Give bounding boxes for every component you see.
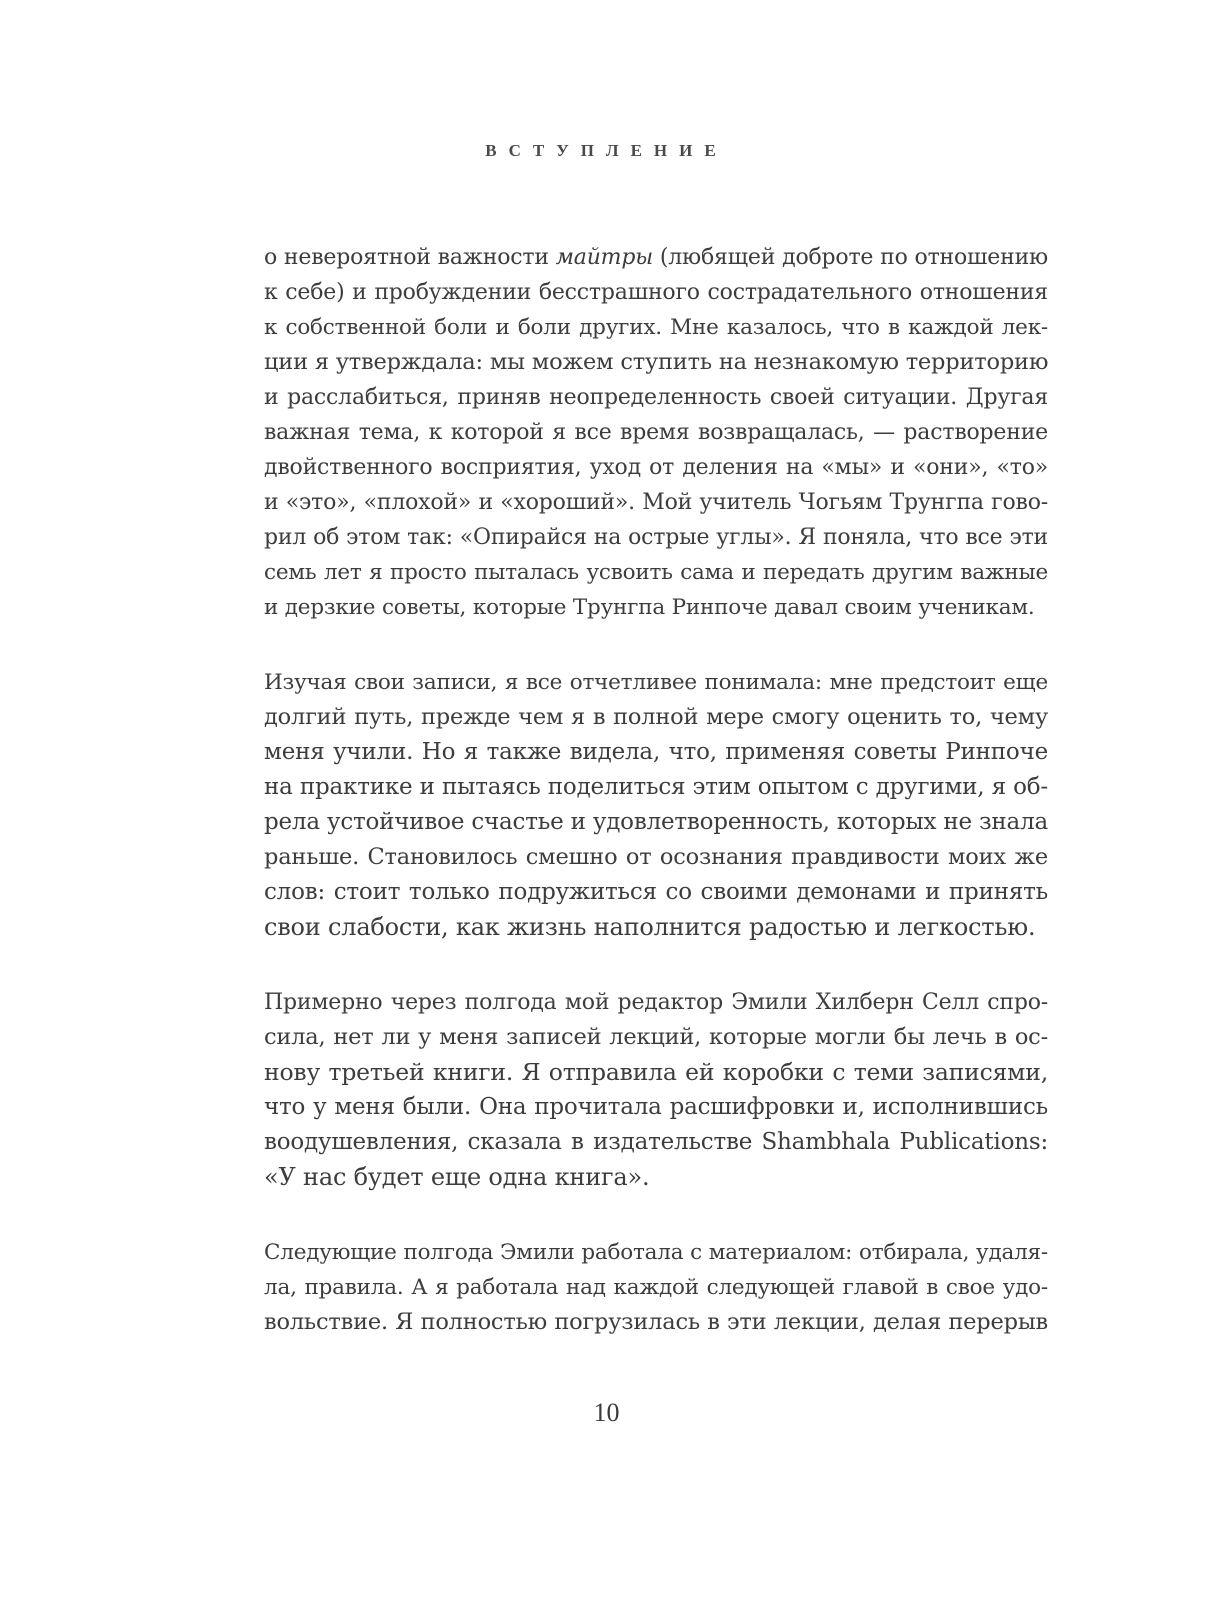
text-line: Примерно через полгода мой редактор Эмили Хилберн Селл спро- [264,990,1048,1015]
text-line: на практике и пытаясь поделиться этим опытом с другими, я об- [264,774,1048,800]
text-line: семь лет я просто пыталась усвоить сама и передать другим важные [264,560,1048,585]
text-line: двойственного восприятия, уход от деления на «мы» и «они», «то» [264,455,1048,480]
text-line: и расслабиться, приняв неопределенность своей ситуации. Другая [264,385,1048,410]
text-line: важная тема, к которой я все время возвращалась, — растворение [264,420,1048,445]
text-line: Изучая свои записи, я все отчетливее понимала: мне предстоит еще [264,670,1048,695]
text-line: воодушевления, сказала в издательстве Shambhala Publications: [264,1129,1048,1155]
text-line: ции я утверждала: мы можем ступить на незнакомую территорию [264,349,1049,375]
text-line: вольствие. Я полностью погрузилась в эти лекции, делая перерыв [264,1309,1048,1335]
page-number: 10 [593,1398,620,1427]
text-line: к себе) и пробуждении бесстрашного сострадательного отношения [264,280,1048,305]
paragraph-1 [264,240,1048,625]
text-line: и дерзкие советы, которые Трунгпа Ринпоче давал своим ученикам. [264,595,1035,620]
text-line: раньше. Становилось смешно от осознания правдивости моих же [264,844,1048,870]
paragraph-4 [264,1235,1048,1340]
text-line: долгий путь, прежде чем я в полной мере смогу оценить то, чему [264,704,1048,730]
text-line: слов: стоит только подружиться со своими демонами и принять [264,879,1048,905]
text-line: «У нас будет еще одна книга». [264,1163,650,1191]
running-head: ВСТУПЛЕНИЕ [485,141,728,160]
text-line: рела устойчивое счастье и удовлетворенность, которых не знала [264,809,1048,835]
text-line: что у меня были. Она прочитала расшифровки и, исполнившись [264,1094,1048,1120]
text-line: сила, нет ли у меня записей лекций, которые могли бы лечь в ос- [264,1024,1048,1050]
italic-term: майтры [555,245,653,270]
body-text [264,240,1048,1380]
text-line: свои слабости, как жизнь наполнится радостью и легкостью. [264,913,1036,941]
paragraph-3 [264,985,1048,1195]
text-line: ла, правила. А я работала над каждой следующей главой в свое удо- [264,1275,1048,1300]
text-line: о невероятной важности майтры (любящей доброте по отношению [264,245,1049,270]
text-line: к собственной боли и боли других. Мне казалось, что в каждой лек- [264,315,1048,340]
text-line: и «это», «плохой» и «хороший». Мой учитель Чогьям Трунгпа гово- [264,490,1048,515]
text-line: рил об этом так: «Опирайся на острые углы». Я поняла, что все эти [264,525,1048,550]
paragraph-2 [264,665,1048,945]
text-line: Следующие полгода Эмили работала с материалом: отбирала, удаля- [264,1240,1048,1265]
text-line: меня учили. Но я также видела, что, применяя советы Ринпоче [264,739,1048,765]
text-line: нову третьей книги. Я отправила ей коробки с теми записями, [264,1058,1048,1086]
